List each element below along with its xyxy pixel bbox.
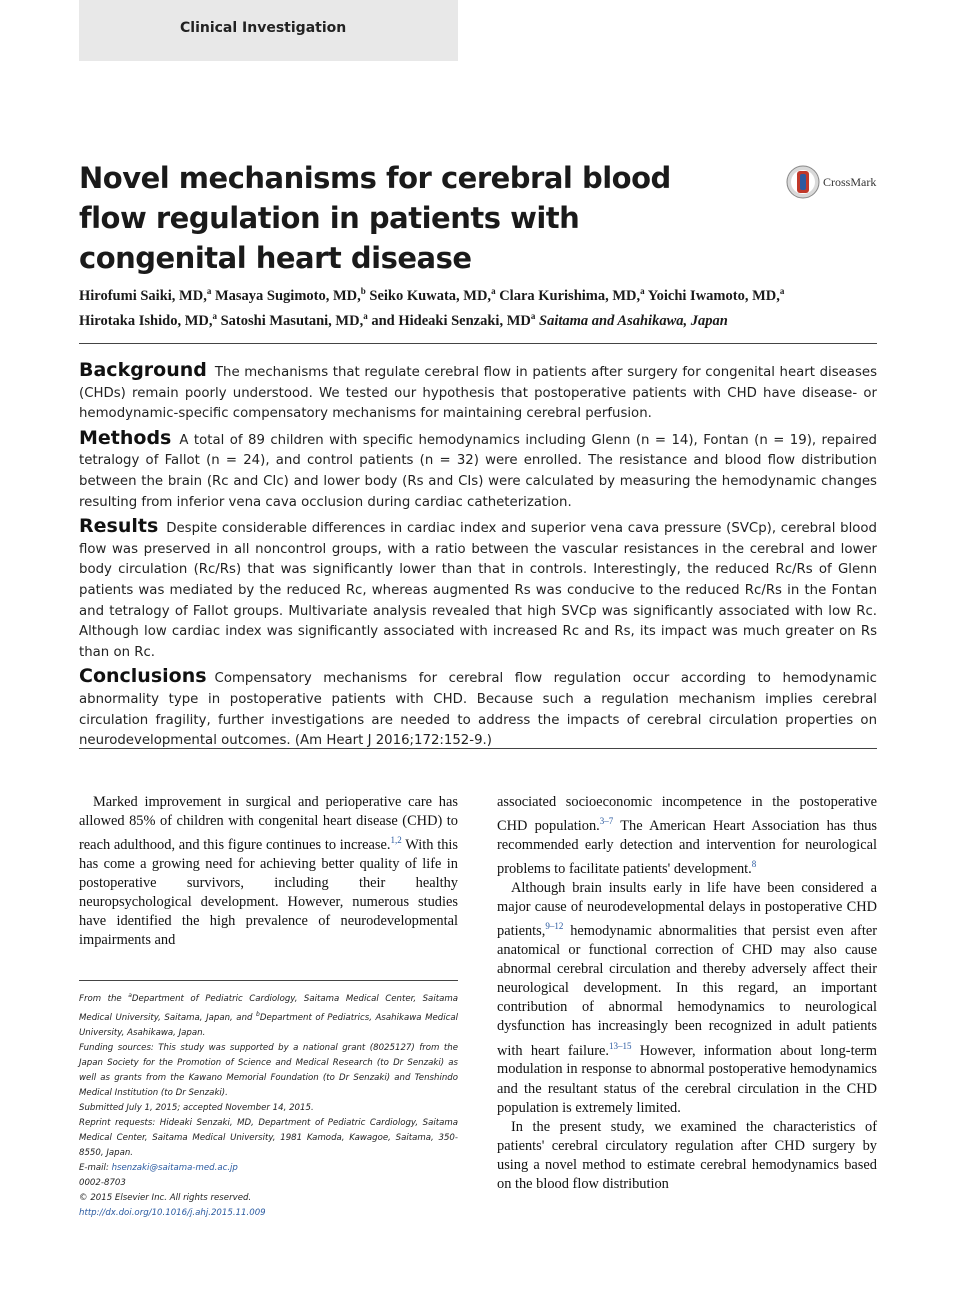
citation-link[interactable]: 9–12 <box>545 921 564 932</box>
abstract-methods: Methods A total of 89 children with specific hemodynamics including Glenn (n = 14), Fontan (n = 19), repaired tetralogy of Fallot (n = 24), and control patients (n = 32) were enrolled. The resistance and blood flow distribution between the brain (Rc and CIc) and lower body (Rs and CIs) were calculated by measuring the hemodynamic changes resulting from inferior vena cava occlusion during cardiac catheterization. <box>79 426 877 510</box>
footnote-email: E-mail: hsenzaki@saitama-med.ac.jp <box>79 1162 238 1173</box>
author: Hirofumi Saiki, MD, <box>79 287 207 304</box>
body-column-right <box>497 793 877 1194</box>
email-link[interactable]: hsenzaki@saitama-med.ac.jp <box>111 1162 238 1173</box>
divider <box>79 343 877 344</box>
crossmark-label: CrossMark <box>823 175 877 189</box>
article-title: Novel mechanisms for cerebral blood flow regulation in patients with congenital heart disease <box>79 161 671 275</box>
author-list: Hirofumi Saiki, MD,$^a$ Masaya Sugimoto, MD,$^b$ Seiko Kuwata, MD,$^a$ Clara Kurishima, MD,$^a$ Yoichi Iwamoto, MD,$^a$ Hirotaka Ishido, MD,$^a$ Satoshi Masutani, MD,$^a$ and Hideaki Senzaki, $MD^a$ Saitama and Asahikawa, Japan <box>79 286 785 329</box>
abstract-heading: Results <box>79 515 159 538</box>
footnote-funding: Funding sources: This study was supported by a national grant (8025127) from the Japan Society for the Promotion of Science and Medical Research (to Dr Senzaki) as well as grants from the Kawano Memorial Foundation (to Dr Senzaki) and Tenshindo Medical Institution (to Dr Senzaki). <box>79 1042 458 1098</box>
footnote-issn: 0002-8703 <box>79 1177 126 1188</box>
abstract-heading: Background <box>79 359 207 381</box>
footnote-submitted: Submitted July 1, 2015; accepted November 14, 2015. <box>79 1102 314 1113</box>
body-column-left <box>79 793 458 951</box>
citation-link[interactable]: 1,2 <box>390 835 402 846</box>
abstract-background: Background The mechanisms that regulate cerebral flow in patients after surgery for congenital heart diseases (CHDs) remain poorly understood. We tested our hypothesis that postoperative patients with CHD have disease- or hemodynamic-specific compensatory mechanisms for maintaining cerebral perfusion. <box>79 359 877 422</box>
citation-link[interactable]: 8 <box>751 859 757 870</box>
abstract <box>79 360 877 755</box>
citation-link[interactable]: 13–15 <box>609 1040 632 1051</box>
paragraph: Marked improvement in surgical and perioperative care has allowed 85% of children with congenital heart disease (CHD) to reach adulthood, and this figure continues to increase.$^{1,2}$ With this has come a growing need for achieving better quality of life in postoperative survivors, including their healthy neuropsychological development. However, numerous studies have identified the high prevalence of neurodevelopmental impairments and <box>79 794 458 949</box>
abstract-conclusions: Conclusions Compensatory mechanisms for cerebral flow regulation occur according to hemodynamic abnormality type in postoperative patients with CHD. Because such a regulation mechanism implies cerebral circulation fragility, further investigations are needed to address the impacts of cerebral circulation properties on neurodevelopmental outcomes. (Am Heart J 2016;172:152-9.) <box>79 665 877 749</box>
author: Satoshi Masutani, MD, <box>220 312 364 329</box>
author: Hirotaka Ishido, MD, <box>79 312 213 329</box>
paragraph: Although brain insults early in life have been considered a major cause of neurodevelopmental delays in postoperative CHD patients,$^{9-12}$ hemodynamic abnormalities that persist even after anatomical or functional correction of CHD may also cause abnormal cerebral circulation and thereby adversely affect their neurological development. In this regard, an important contribution of abnormal hemodynamics to neurological dysfunction has increasingly been recognized in adult patients with heart failure.$^{13-15}$ However, information about long-term modulation in response to abnormal postoperative hemodynamics and the resultant status of the cerebral circulation in the CHD population is extremely limited. <box>497 879 877 1116</box>
footnotes <box>79 988 458 1221</box>
citation-link[interactable]: 3–7 <box>599 816 614 827</box>
paragraph: In the present study, we examined the characteristics of patients' cerebral circulatory regulation after CHD surgery by using a novel method to estimate cerebral hemodynamics based on the blood flow distribution <box>497 1118 877 1192</box>
section-tab <box>79 0 458 61</box>
abstract-results: Results Despite considerable differences in cardiac index and superior vena cava pressure (SVCp), cerebral blood flow was preserved in all noncontrol groups, with a ratio between the vascular resistances in the cerebral and lower body circulation (Rc/Rs) that was significantly lower than that in controls. Interestingly, the reduced Rc/Rs of Glenn patients was mediated by the reduced Rc, whereas augmented Rs was conducive to the reduced Rc/Rs in the Fontan and tetralogy of Fallot groups. Multivariate analysis revealed that high SVCp was significantly associated with low Rc. Although low cardiac index was significantly associated with increased Rc and Rs, its impact was much greater on Rs than on Rc. <box>79 515 877 660</box>
footnote-affiliations: From the $^a$Department of Pediatric Cardiology, Saitama Medical Center, Saitama Medical University, Saitama, Japan, and $^b$Department of Pediatrics, Asahikawa Medical University, Asahikawa, Japan. <box>79 992 458 1038</box>
author: Masaya Sugimoto, MD, <box>214 287 361 304</box>
author: and Hideaki Senzaki, MD <box>371 312 531 329</box>
footnote-reprint: Reprint requests: Hideaki Senzaki, MD, Department of Pediatric Cardiology, Saitama Medical Center, Saitama Medical University, 1981 Kamoda, Kawagoe, Saitama, 350-8550, Japan. <box>79 1117 458 1158</box>
section-label: Clinical Investigation <box>180 20 347 36</box>
crossmark-icon <box>786 165 820 199</box>
author: Yoichi Iwamoto, MD, <box>647 287 780 304</box>
crossmark-badge[interactable] <box>786 165 878 199</box>
author: Seiko Kuwata, MD, <box>369 287 492 304</box>
divider <box>79 748 877 749</box>
abstract-heading: Methods <box>79 426 172 449</box>
paragraph: associated socioeconomic incompetence in the postoperative CHD population.$^{3-7}$ The American Heart Association has thus recommended early detection and intervention for neurological problems to facilitate patients' development.$^8$ <box>497 794 878 877</box>
footnote-copyright: © 2015 Elsevier Inc. All rights reserved. <box>79 1192 252 1203</box>
doi-link[interactable]: http://dx.doi.org/10.1016/j.ahj.2015.11.009 <box>79 1207 266 1218</box>
abstract-heading: Conclusions <box>79 665 207 688</box>
footnote-divider <box>79 980 458 981</box>
author-location: Saitama and Asahikawa, Japan <box>539 312 728 329</box>
author: Clara Kurishima, MD, <box>499 287 641 304</box>
